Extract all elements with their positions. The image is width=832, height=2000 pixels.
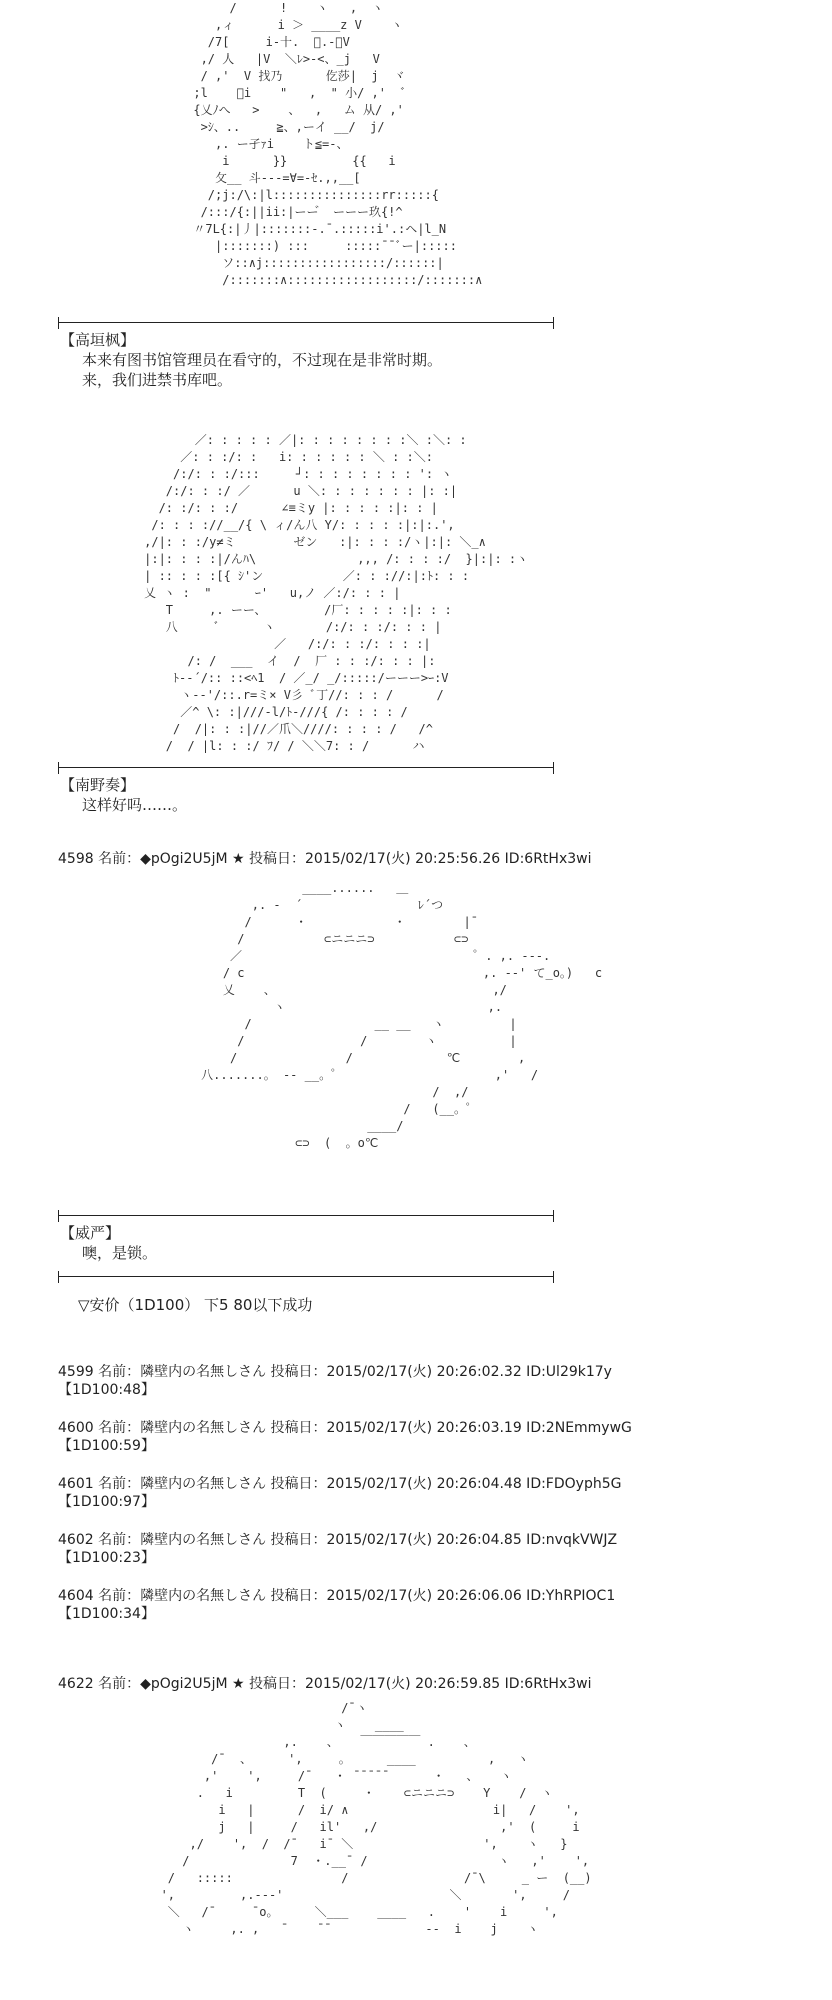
post-header: 4598 名前：◆pOgi2U5jM ★ 投稿日：2015/02/17(火) 20:25:56.26 ID:6RtHx3wi [58, 851, 592, 867]
separator [58, 1276, 554, 1277]
dice-result: 【1D100:97】 [58, 1494, 155, 1510]
dialog-line: 本来有图书馆管理员在看守的，不过现在是非常时期。 [82, 351, 443, 369]
speaker-name: 【高垣枫】 [60, 331, 136, 349]
ascii-art-character-1: / ! ヽ , ヽ ,ィ i ＞ ____z V ヽ /7[ i-十. ゙.-ーV ,/ 人 |V ＼ﾚ>-<、_j V / ,' V 找乃 仡莎| j ヾ ;l ゙i " , " 小/ ,' ﾞ {乂ﾉへ > 、 , ム 从/ ,' >ｼ、.. ≧、,ーイ __/ j/ ,. ー孑ｧi ト≦=-、 i }} {{ i 攵__ 斗---=∀=-ｾ.,,__[ /;j:/\:|l:::::::::::::::rr:::::{ /:::/{:||ii:|ーー゙ ーーー玖{!^ 〃7L{:|丿|:::::::-.¯.:::::i'.:ヘ|l_N |:::::::) ::: :::::¯¯ﾞー|::::: ソ::∧j:::::::::::::::::/::::::| /:::::::∧::::::::::::::::::/:::::::∧ [193, 1, 483, 287]
dialog-line: 来，我们进禁书库吧。 [82, 371, 233, 389]
ascii-art-creature: ____...... ＿ ,. ‐ ´ ﾚ´つ / ・ ・ |¯ / ⊂ニニニ⊃ ⊂⊃ ／ ゜. ,. -‐‐. / c ,. -‐' て_o。) c 乂 、 ,/ ヽ ,. / __ __ ヽ | / / ヽ | / / ℃ , 八.......。 ‐‐ __。゜ ,' / / ,/ / (__。゜ ____/ ⊂⊃ ( 。o℃ [201, 881, 603, 1150]
separator-tick [58, 1210, 59, 1222]
dice-result: 【1D100:34】 [58, 1606, 155, 1622]
dialog-block-3 [60, 1223, 157, 1263]
dialog-line: 噢，是锁。 [82, 1244, 158, 1262]
dialog-line: 这样好吗……。 [82, 796, 188, 814]
post-header: 4599 名前：隣壁内の名無しさん 投稿日：2015/02/17(火) 20:26:02.32 ID:Ul29k17y [58, 1364, 612, 1380]
separator-tick [553, 1210, 554, 1222]
dice-instruction: ▽安价（1D100） 下5 80以下成功 [78, 1296, 313, 1314]
post-header: 4622 名前：◆pOgi2U5jM ★ 投稿日：2015/02/17(火) 20:26:59.85 ID:6RtHx3wi [58, 1676, 592, 1692]
separator [58, 322, 554, 323]
dice-result: 【1D100:23】 [58, 1550, 155, 1566]
separator [58, 767, 554, 768]
dice-result: 【1D100:48】 [58, 1382, 155, 1398]
speaker-name: 【威严】 [60, 1224, 121, 1242]
post-header: 4601 名前：隣壁内の名無しさん 投稿日：2015/02/17(火) 20:26:04.48 ID:FDOyph5G [58, 1476, 622, 1492]
separator-tick [58, 317, 59, 329]
separator [58, 1215, 554, 1216]
post-header: 4602 名前：隣壁内の名無しさん 投稿日：2015/02/17(火) 20:26:04.85 ID:nvqkVWJZ [58, 1532, 618, 1548]
dialog-block-2 [60, 775, 187, 815]
dialog-block-1 [60, 330, 442, 390]
separator-tick [553, 1271, 554, 1283]
dice-result: 【1D100:59】 [58, 1438, 155, 1454]
post-header: 4604 名前：隣壁内の名無しさん 投稿日：2015/02/17(火) 20:26:06.06 ID:YhRPIOC1 [58, 1588, 616, 1604]
separator-tick [553, 317, 554, 329]
separator-tick [58, 762, 59, 774]
ascii-art-creature-2: /¯ヽ ヽ ____ ,. 、 ￣￣￣￣￣ . 、 /¯ 、 ', 。 ____ , ヽ ,' ', /¯ ・ ¯¯¯¯¯ ・ 、 ヽ . i T ( ・ ⊂ニニニ⊃ Y / ヽ i | / i/ ∧ i| / ', j | / il' ,/ ,' ( i ,/ ', / /¯ i¯ ＼ ', ヽ } / 7 ・.__¯ / ヽ ,' ', / ::::: / /¯\ _ ー (__) ', ,.--‐' ＼ ', / ＼ /¯ ¯o。 ＼___ ____ . ' i ', ヽ ,. , ¯ ¯¯ ‐‐ i j ヽ [160, 1701, 592, 1936]
separator-tick [553, 762, 554, 774]
separator-tick [58, 1271, 59, 1283]
ascii-art-character-2: ／: : : : : ／|: : : : : : : :＼ :＼: : ／: : :/: : i: : : : : : ＼ : :＼: /:/: : :/::: ┘: : : : : : : : ': ヽ /:/: : :/ ／ u ＼: : : : : : : |: :| /: :/: : :/ ∠≡ミy |: : : : :|: : | /: : : ://__/{ \ ィ/ん八 Y/: : : : :|:|:.', ,/|: : :/y≠ミ ゼン :|: : : :/ヽ|:|: ＼_∧ |:|: : : :|/んﾊ\ ,,, /: : : :/ }|:|: :ヽ | :: : : :[{ ｼ'ン ／: : ://:|:ﾄ: : : 乂 ヽ : " ｰ' u,ノ ／:/: : : | T ,. ーー、 /厂: : : : :|: : : 八 ﾞ ヽ /:/: : :/: : : | ／ /:/: : :/: : : :| /: / ___ イ / 厂 : : :/: : : |: ﾄ-‐´/:: ::<ﾍ1 / ／_/ _/:::::/ーーー>ｰ:V ヽ--'/::.r=ミ× V彡 ﾞ丁//: : : / / ／^ \: :|///-l/ﾄ-///{ /: : : : / / /|: : :|//／爪＼////: : : : / /^ / / |l: : :/ ﾌ/ / ＼＼7: : / ハ [144, 433, 529, 753]
post-header: 4600 名前：隣壁内の名無しさん 投稿日：2015/02/17(火) 20:26:03.19 ID:2NEmmywG [58, 1420, 632, 1436]
speaker-name: 【南野奏】 [60, 776, 136, 794]
